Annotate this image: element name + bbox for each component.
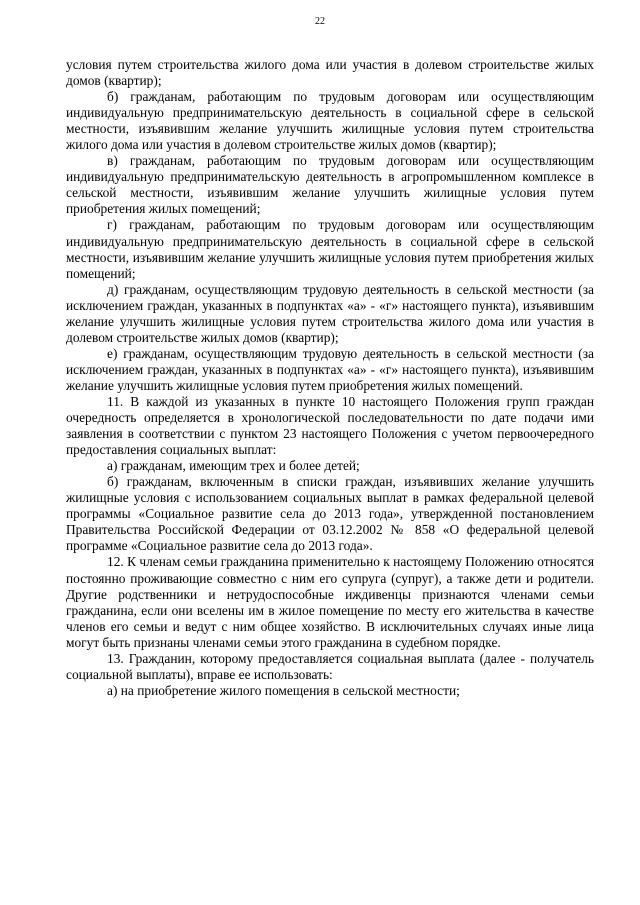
paragraph: б) гражданам, включенным в списки граждан, изъявивших желание улучшить жилищные условия с использованием социальных выплат в рамках федеральной целевой программы «Социальное развитие села до 2013 года», утвержденной постановлением Правительства Российской Федерации от 03.12.2002 № 858 «О федеральной целевой программе «Социальное развитие села до 2013 года». xyxy=(66,474,594,554)
paragraph: в) гражданам, работающим по трудовым договорам или осуществляющим индивидуальную предпринимательскую деятельность в агропромышленном комплексе в сельской местности, изъявившим желание улучшить жилищные условия путем приобретения жилых помещений; xyxy=(66,153,594,217)
paragraph: 13. Гражданин, которому предоставляется социальная выплата (далее - получатель социальной выплаты), вправе ее использовать: xyxy=(66,650,594,682)
paragraph: г) гражданам, работающим по трудовым договорам или осуществляющим индивидуальную предпринимательскую деятельность в социальной сфере в сельской местности, изъявившим желание улучшить жилищные условия путем приобретения жилых помещений; xyxy=(66,217,594,281)
paragraph: 11. В каждой из указанных в пункте 10 настоящего Положения групп граждан очередность определяется в хронологической последовательности по дате подачи ими заявления в соответствии с пунктом 23 настоящего Положения с учетом первоочередного предоставления социальных выплат: xyxy=(66,393,594,458)
paragraph: а) гражданам, имеющим трех и более детей; xyxy=(107,458,360,474)
paragraph: д) гражданам, осуществляющим трудовую деятельность в сельской местности (за исключением граждан, указанных в подпунктах «а» - «г» настоящего пункта), изъявившим желание улучшить жилищные условия путем строительства жилого дома или участия в долевом строительстве жилых домов (квартир); xyxy=(66,281,594,345)
paragraph: е) гражданам, осуществляющим трудовую деятельность в сельской местности (за исключением граждан, указанных в подпунктах «а» - «г» настоящего пункта), изъявившим желание улучшить жилищные условия путем приобретения жилых помещений. xyxy=(66,345,594,393)
paragraph: 12. К членам семьи гражданина применительно к настоящему Положению относятся постоянно проживающие совместно с ним его супруга (супруг), а также дети и родители. Другие родственники и нетрудоспособные иждивенцы признаются членами семьи гражданина, если они вселены им в жилое помещение по месту его жительства в качестве членов его семьи и ведут с ним общее хозяйство. В исключительных случаях иные лица могут быть признаны членами семьи этого гражданина в судебном порядке. xyxy=(66,554,594,650)
paragraph: б) гражданам, работающим по трудовым договорам или осуществляющим индивидуальную предпринимательскую деятельность в социальной сфере в сельской местности, изъявившим желание улучшить жилищные условия путем строительства жилого дома или участия в долевом строительстве жилых домов (квартир); xyxy=(66,89,594,153)
document-body xyxy=(66,57,594,699)
paragraph: а) на приобретение жилого помещения в сельской местности; xyxy=(107,682,460,698)
paragraph: условия путем строительства жилого дома или участия в долевом строительстве жилых домов (квартир); xyxy=(66,57,594,89)
page-number: 22 xyxy=(315,16,325,27)
